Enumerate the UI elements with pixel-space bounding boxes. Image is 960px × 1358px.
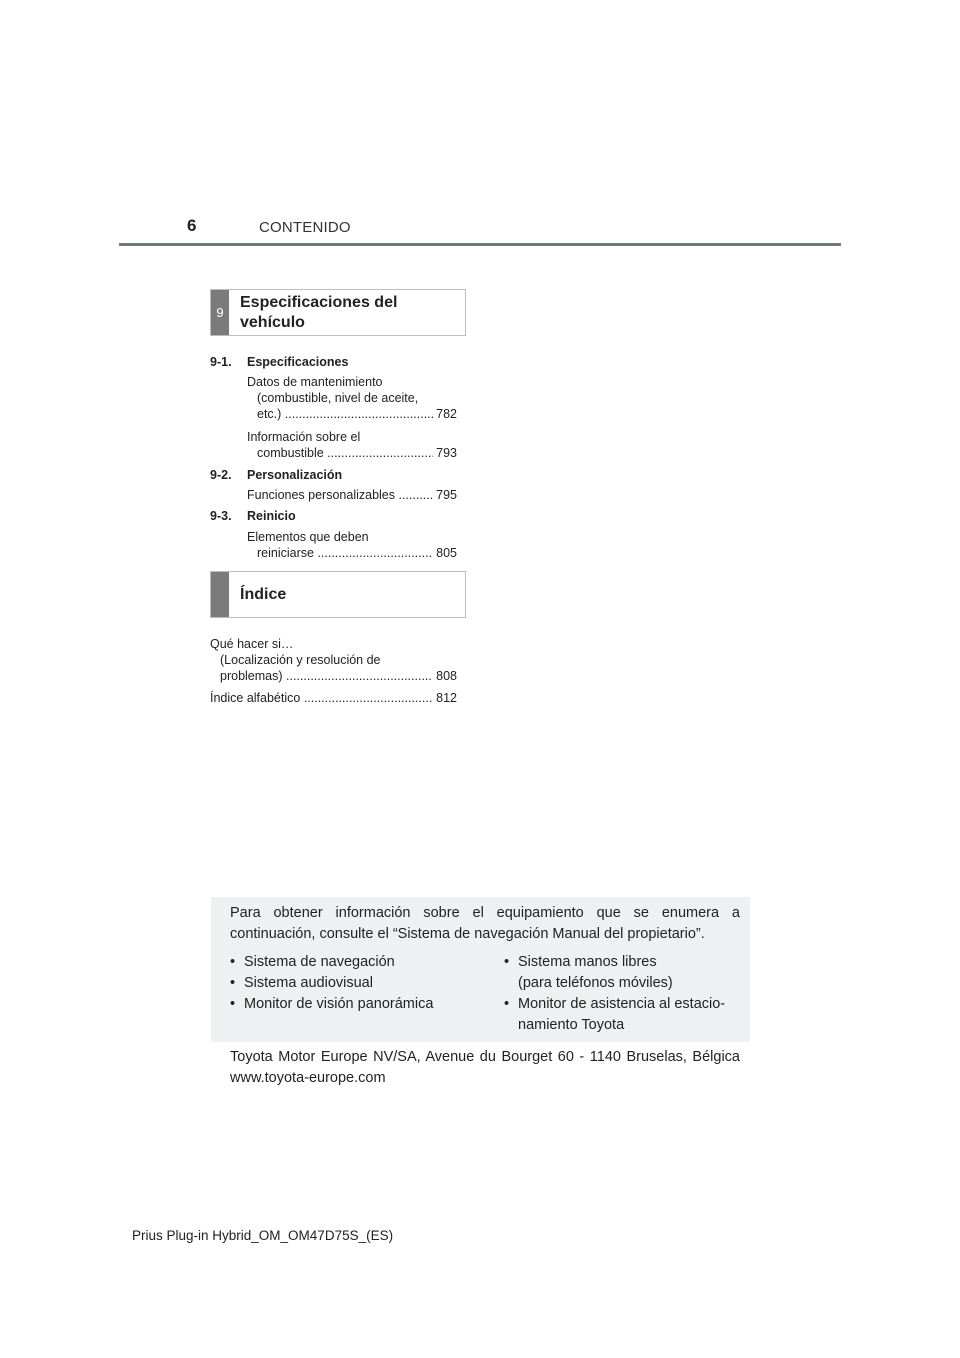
toc-entry-last: Índice alfabético <box>210 691 301 705</box>
toc-chapter-number: 9-3. <box>210 509 232 523</box>
toc-entry-line: (Localización y resolución de <box>220 653 381 667</box>
toc-entry[interactable] <box>247 529 457 561</box>
toc-page-number: 793 <box>436 446 457 460</box>
chapter-title-line2: vehículo <box>240 313 305 331</box>
header-divider <box>119 243 841 246</box>
toc-chapter-number: 9-1. <box>210 355 232 369</box>
chapter-tab <box>211 572 229 617</box>
toc-entry[interactable] <box>247 429 457 461</box>
toc-page-number: 782 <box>436 407 457 421</box>
toc-chapter-9-3[interactable] <box>210 508 296 524</box>
list-item <box>500 952 745 994</box>
list-item: • Sistema de navegación <box>226 952 486 973</box>
list-item-line: (para teléfonos móviles) <box>518 975 673 991</box>
toc-entry-last: etc.) <box>257 407 282 421</box>
toc-page-number: 812 <box>436 691 457 705</box>
toc-entry-last: problemas) <box>220 669 283 683</box>
toc-entry[interactable] <box>247 487 457 503</box>
toc-entry[interactable] <box>247 374 457 422</box>
footer-doc-code: Prius Plug-in Hybrid_OM_OM47D75S_(ES) <box>132 1228 394 1243</box>
list-item-line: namiento Toyota <box>518 1017 625 1033</box>
toc-chapter-title: Reinicio <box>247 509 296 523</box>
chapter-title <box>240 290 459 335</box>
toc-entry[interactable] <box>210 690 457 706</box>
chapter-title-line1: Especificaciones del <box>240 293 398 311</box>
notice-list-left <box>226 952 486 1015</box>
page-number: 6 <box>187 216 197 235</box>
section-title: CONTENIDO <box>259 219 351 236</box>
toc-entry-last: reiniciarse <box>257 546 314 560</box>
toc-entry-line: Elementos que deben <box>247 530 369 544</box>
manufacturer-address: Toyota Motor Europe NV/SA, Avenue du Bourget 60 - 1140 Bruselas, Bélgica www.toyota-europe.com <box>230 1049 740 1086</box>
toc-entry[interactable] <box>210 636 457 684</box>
toc-entry-line: Qué hacer si… <box>210 637 294 651</box>
list-item-line: • Monitor de asistencia al estacio- <box>518 996 726 1012</box>
toc-entry-line: Datos de mantenimiento <box>247 375 383 389</box>
notice-intro: Para obtener información sobre el equipamiento que se enumera a continuación, consulte el “Sistema de navegación Manual del propietario”. <box>230 905 740 942</box>
toc-chapter-number: 9-2. <box>210 468 232 482</box>
toc-page-number: 805 <box>436 546 457 560</box>
toc-entry-last: combustible <box>257 446 324 460</box>
toc-page-number: 808 <box>436 669 457 683</box>
toc-chapter-title: Personalización <box>247 468 343 482</box>
toc-chapter-title: Especificaciones <box>247 355 349 369</box>
toc-page-number: 795 <box>436 488 457 502</box>
chapter-tab: 9 <box>211 290 229 335</box>
toc-entry-last: Funciones personalizables <box>247 488 396 502</box>
list-item <box>500 994 745 1036</box>
list-item: • Sistema audiovisual <box>226 973 486 994</box>
toc-chapter-9-1[interactable] <box>210 354 348 370</box>
chapter-box-specifications <box>210 289 466 336</box>
chapter-title: Índice <box>240 585 287 603</box>
toc-chapter-9-2[interactable] <box>210 467 342 483</box>
list-item: • Monitor de visión panorámica <box>226 994 486 1015</box>
toc-entry-line: (combustible, nivel de aceite, <box>257 391 419 405</box>
notice-list-right <box>500 952 745 1036</box>
toc-entry-line: Información sobre el <box>247 430 361 444</box>
list-item-line: • Sistema manos libres <box>518 954 657 970</box>
chapter-box-index <box>210 571 466 618</box>
